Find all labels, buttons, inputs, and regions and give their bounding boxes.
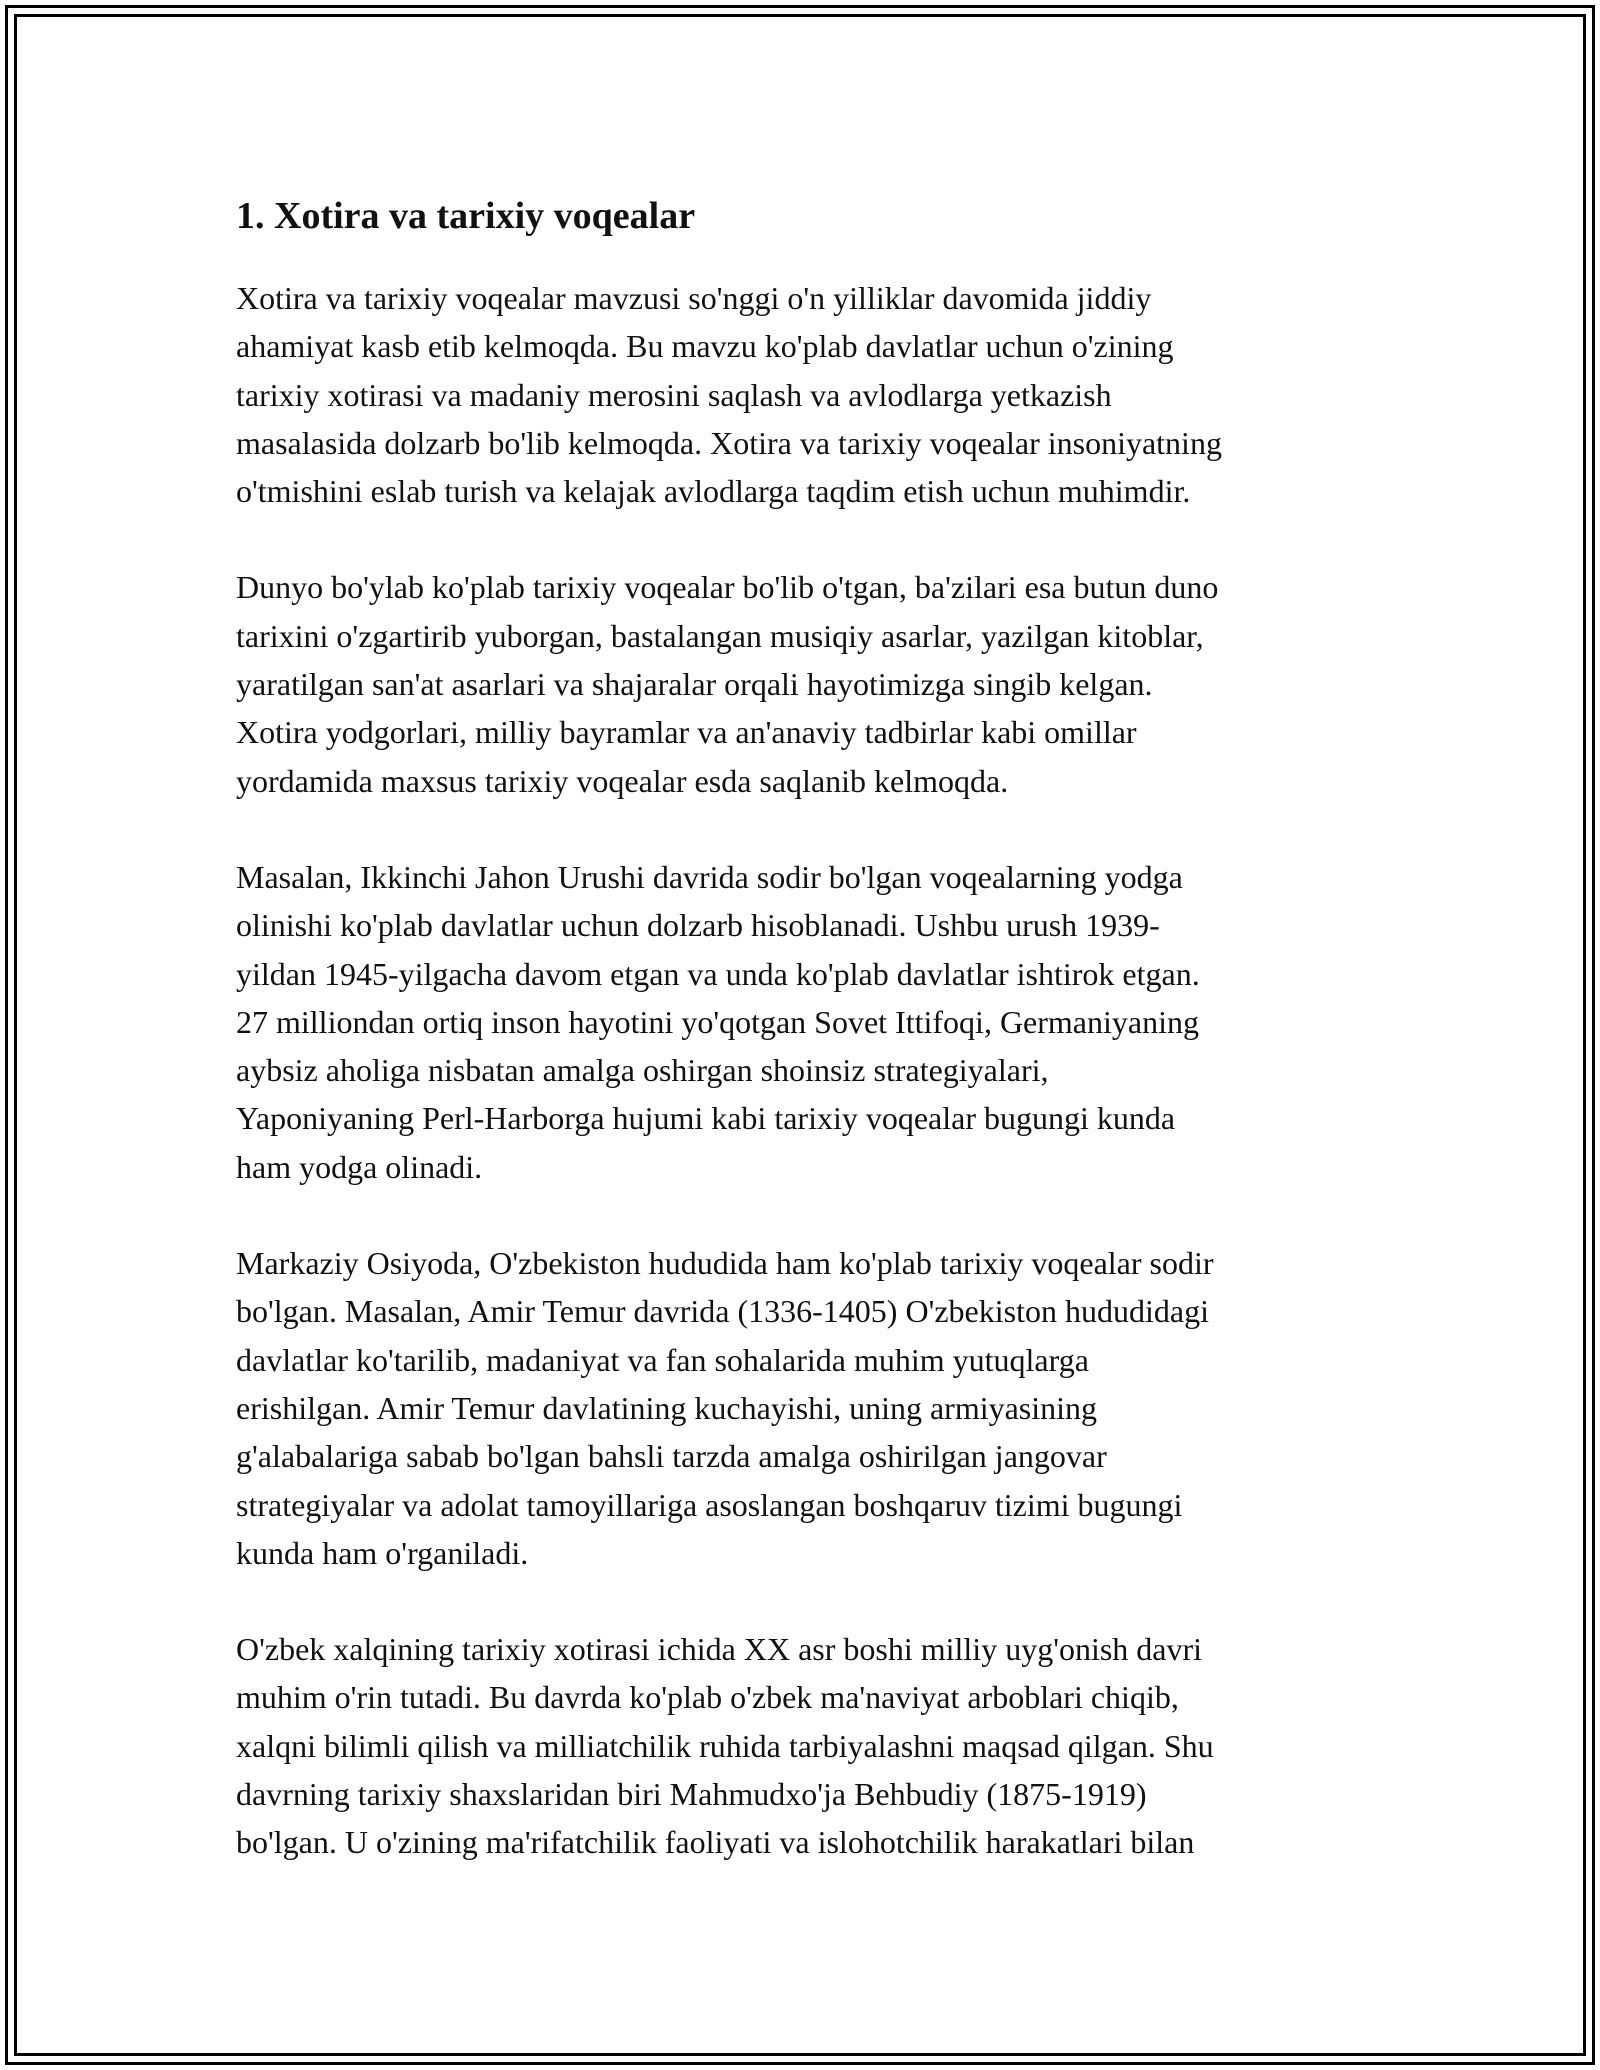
text-line: masalasida dolzarb bo'lib kelmoqda. Xotira va tarixiy voqealar insoniyatning bbox=[236, 424, 1222, 461]
text-line: bo'lgan. U o'zining ma'rifatchilik faoliyati va islohotchilik harakatlari bilan bbox=[236, 1824, 1195, 1861]
text-line: O'zbek xalqining tarixiy xotirasi ichida XX asr boshi milliy uyg'onish davri bbox=[236, 1631, 1203, 1668]
text-line: aybsiz aholiga nisbatan amalga oshirgan shoinsiz strategiyalari, bbox=[236, 1052, 1049, 1089]
text-line: yildan 1945-yilgacha davom etgan va unda ko'plab davlatlar ishtirok etgan. bbox=[236, 955, 1200, 992]
text-line: tarixini o'zgartirib yuborgan, bastalangan musiqiy asarlar, yazilgan kitoblar, bbox=[236, 617, 1204, 654]
paragraph-1 bbox=[236, 274, 1376, 515]
paragraph-5 bbox=[236, 1625, 1376, 1866]
text-line: muhim o'rin tutadi. Bu davrda ko'plab o'zbek ma'naviyat arboblari chiqib, bbox=[236, 1679, 1179, 1716]
text-line: bo'lgan. Masalan, Amir Temur davrida (1336-1405) O'zbekiston hududidagi bbox=[236, 1293, 1209, 1330]
text-line: tarixiy xotirasi va madaniy merosini saqlash va avlodlarga yetkazish bbox=[236, 376, 1112, 413]
text-line: Dunyo bo'ylab ko'plab tarixiy voqealar bo'lib o'tgan, ba'zilari esa butun duno bbox=[236, 569, 1219, 606]
text-line: g'alabalariga sabab bo'lgan bahsli tarzda amalga oshirilgan jangovar bbox=[236, 1438, 1107, 1475]
paragraph-4 bbox=[236, 1239, 1376, 1577]
text-line: kunda ham o'rganiladi. bbox=[236, 1534, 529, 1571]
text-line: ahamiyat kasb etib kelmoqda. Bu mavzu ko'plab davlatlar uchun o'zining bbox=[236, 328, 1174, 365]
text-line: strategiyalar va adolat tamoyillariga asoslangan boshqaruv tizimi bugungi bbox=[236, 1486, 1183, 1523]
text-line: yordamida maxsus tarixiy voqealar esda saqlanib kelmoqda. bbox=[236, 762, 1009, 799]
text-line: yaratilgan san'at asarlari va shajaralar orqali hayotimizga singib kelgan. bbox=[236, 666, 1153, 703]
section-heading: 1. Xotira va tarixiy voqealar bbox=[236, 195, 696, 237]
text-line: Masalan, Ikkinchi Jahon Urushi davrida sodir bo'lgan voqealarning yodga bbox=[236, 858, 1183, 895]
document-body bbox=[236, 184, 1376, 1915]
text-line: Xotira yodgorlari, milliy bayramlar va an'anaviy tadbirlar kabi omillar bbox=[236, 714, 1137, 751]
text-line: 27 milliondan ortiq inson hayotini yo'qotgan Sovet Ittifoqi, Germaniyaning bbox=[236, 1003, 1199, 1040]
text-line: Yaponiyaning Perl-Harborga hujumi kabi tarixiy voqealar bugungi kunda bbox=[236, 1100, 1176, 1137]
text-line: davrning tarixiy shaxslaridan biri Mahmudxo'ja Behbudiy (1875-1919) bbox=[236, 1776, 1147, 1813]
text-line: erishilgan. Amir Temur davlatining kuchayishi, uning armiyasining bbox=[236, 1389, 1098, 1426]
paragraph-3 bbox=[236, 853, 1376, 1191]
text-line: Xotira va tarixiy voqealar mavzusi so'nggi o'n yilliklar davomida jiddiy bbox=[236, 280, 1152, 316]
paragraph-2 bbox=[236, 563, 1376, 804]
text-line: davlatlar ko'tarilib, madaniyat va fan sohalarida muhim yutuqlarga bbox=[236, 1341, 1089, 1378]
text-line: o'tmishini eslab turish va kelajak avlodlarga taqdim etish uchun muhimdir. bbox=[236, 473, 1191, 510]
text-line: Markaziy Osiyoda, O'zbekiston hududida ham ko'plab tarixiy voqealar sodir bbox=[236, 1245, 1214, 1282]
text-line: ham yodga olinadi. bbox=[236, 1148, 483, 1185]
text-line: xalqni bilimli qilish va milliatchilik ruhida tarbiyalashni maqsad qilgan. Shu bbox=[236, 1727, 1214, 1764]
text-line: olinishi ko'plab davlatlar uchun dolzarb hisoblanadi. Ushbu urush 1939- bbox=[236, 907, 1160, 944]
